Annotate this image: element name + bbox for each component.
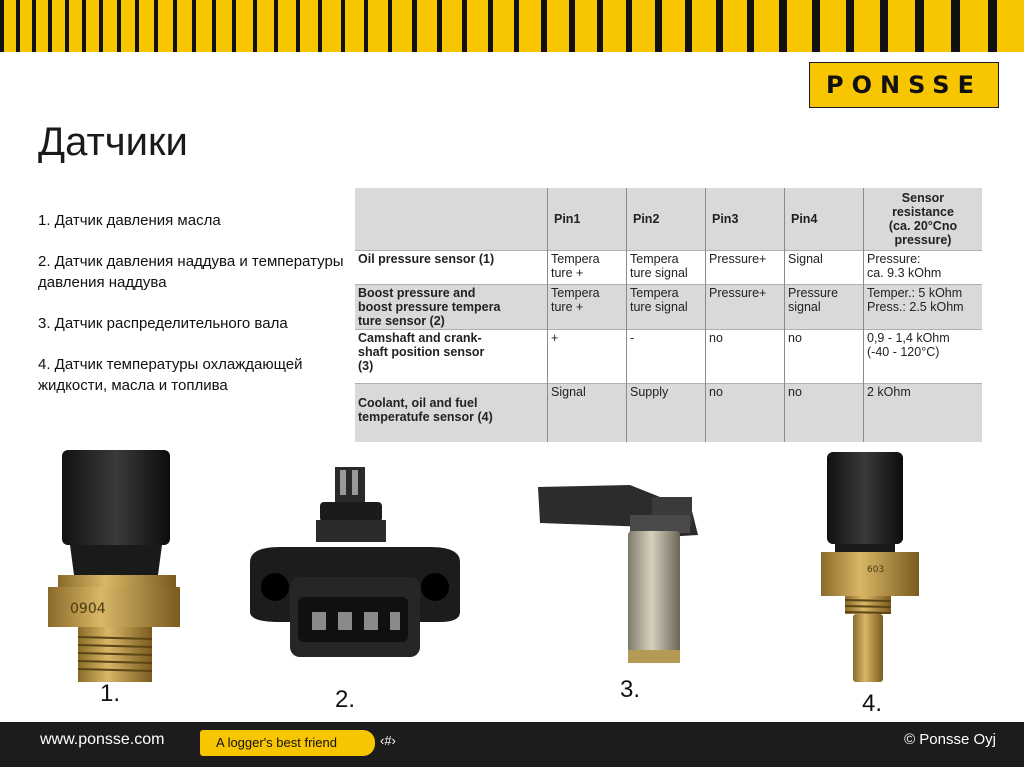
oil-pressure-sensor-photo	[40, 445, 190, 685]
header-stripe	[274, 0, 278, 52]
header-stripe	[253, 0, 257, 52]
header-stripes	[0, 0, 1024, 52]
header-stripe	[65, 0, 69, 52]
header-stripe	[779, 0, 787, 52]
table-row	[355, 251, 982, 285]
table-cell: Boost pressure and boost pressure tempera ture sensor (2)	[355, 285, 548, 330]
header-stripe	[296, 0, 300, 52]
table-header: Pin1	[548, 188, 627, 251]
header-stripe	[364, 0, 368, 52]
table-header: Pin4	[785, 188, 864, 251]
table-cell: Tempera ture signal	[627, 285, 706, 330]
table-row	[355, 285, 982, 330]
header-stripe	[173, 0, 177, 52]
table-cell: Oil pressure sensor (1)	[355, 251, 548, 285]
table-row	[355, 330, 982, 384]
header-stripe	[388, 0, 392, 52]
boost-pressure-sensor-photo	[240, 462, 470, 662]
header-stripe	[99, 0, 103, 52]
table-cell: Temper.: 5 kOhm Press.: 2.5 kOhm	[864, 285, 983, 330]
header-stripe	[192, 0, 196, 52]
header-stripe	[514, 0, 519, 52]
sensor-label: 4.	[862, 690, 883, 717]
table-cell: Tempera ture +	[548, 251, 627, 285]
bullet-list	[38, 210, 358, 416]
table-cell: no	[706, 330, 785, 384]
header-stripe	[341, 0, 345, 52]
table-cell: -	[627, 330, 706, 384]
table-cell: Supply	[627, 384, 706, 442]
table-cell: no	[706, 384, 785, 442]
table-cell: Camshaft and crank- shaft position sensor (3)	[355, 330, 548, 384]
table-cell: Coolant, oil and fuel temperatufe sensor (4)	[355, 384, 548, 442]
table-cell: Pressure+	[706, 251, 785, 285]
logo-text: PONSSE	[826, 71, 982, 99]
header-stripe	[880, 0, 888, 52]
table-cell: Signal	[785, 251, 864, 285]
table-header: Sensor resistance (ca. 20°Cno pressure)	[864, 188, 983, 251]
sensor-label: 2.	[335, 686, 356, 713]
sensor-pin-table	[355, 188, 982, 442]
header-stripe	[16, 0, 20, 52]
table-header	[355, 188, 548, 251]
header-stripe	[32, 0, 36, 52]
page-number: ‹#›	[380, 733, 396, 748]
table-cell: Pressure: ca. 9.3 kOhm	[864, 251, 983, 285]
header-stripe	[135, 0, 139, 52]
header-stripe	[626, 0, 632, 52]
header-stripe	[318, 0, 322, 52]
header-stripe	[437, 0, 442, 52]
footer-url-link[interactable]: www.ponsse.com	[40, 731, 165, 748]
header-stripe	[462, 0, 467, 52]
header-stripe	[232, 0, 236, 52]
header-stripe	[117, 0, 121, 52]
camshaft-sensor-photo	[530, 475, 710, 670]
header-stripe	[488, 0, 493, 52]
header-stripe	[412, 0, 417, 52]
header-stripe	[48, 0, 52, 52]
header-stripe	[951, 0, 960, 52]
header-stripe	[597, 0, 603, 52]
bullet-item: 1. Датчик давления масла	[38, 212, 221, 229]
table-cell: Tempera ture signal	[627, 251, 706, 285]
table-row	[355, 384, 982, 442]
header-stripe	[154, 0, 158, 52]
bullet-item: 3. Датчик распределительного вала	[38, 315, 288, 332]
table-cell: Signal	[548, 384, 627, 442]
table-cell: 2 kOhm	[864, 384, 983, 442]
bullet-item: 2. Датчик давления наддува и температуры давления наддува	[38, 253, 344, 291]
table-cell: no	[785, 330, 864, 384]
table-cell: no	[785, 384, 864, 442]
header-stripe	[569, 0, 575, 52]
table-cell: 0,9 - 1,4 kOhm (-40 - 120°C)	[864, 330, 983, 384]
header-stripe	[812, 0, 820, 52]
copyright: © Ponsse Oyj	[904, 731, 996, 748]
header-stripe	[716, 0, 723, 52]
svg-text:603: 603	[867, 565, 885, 575]
header-stripe	[655, 0, 662, 52]
table-header-row	[355, 188, 982, 251]
ponsse-logo	[809, 62, 999, 108]
table-cell: Pressure+	[706, 285, 785, 330]
header-stripe	[0, 0, 4, 52]
table-header: Pin2	[627, 188, 706, 251]
header-stripe	[541, 0, 547, 52]
table-cell: +	[548, 330, 627, 384]
header-stripe	[212, 0, 216, 52]
sensor-label: 3.	[620, 676, 641, 703]
header-stripe	[82, 0, 86, 52]
bullet-item: 4. Датчик температуры охлаждающей жидкости, масла и топлива	[38, 356, 303, 394]
header-stripe	[685, 0, 692, 52]
footer-bar	[0, 722, 1024, 767]
header-stripe	[988, 0, 997, 52]
footer-tagline: A logger's best friend	[216, 735, 337, 750]
coolant-temperature-sensor-photo	[815, 448, 925, 688]
slide-title: Датчики	[38, 120, 188, 164]
header-stripe	[747, 0, 754, 52]
header-stripe	[846, 0, 854, 52]
table-cell: Pressure signal	[785, 285, 864, 330]
table-cell: Tempera ture +	[548, 285, 627, 330]
footer-tagline-badge	[200, 730, 375, 756]
sensor-code: 0904	[70, 601, 106, 617]
table-header: Pin3	[706, 188, 785, 251]
sensor-label: 1.	[100, 680, 121, 707]
header-stripe	[915, 0, 924, 52]
